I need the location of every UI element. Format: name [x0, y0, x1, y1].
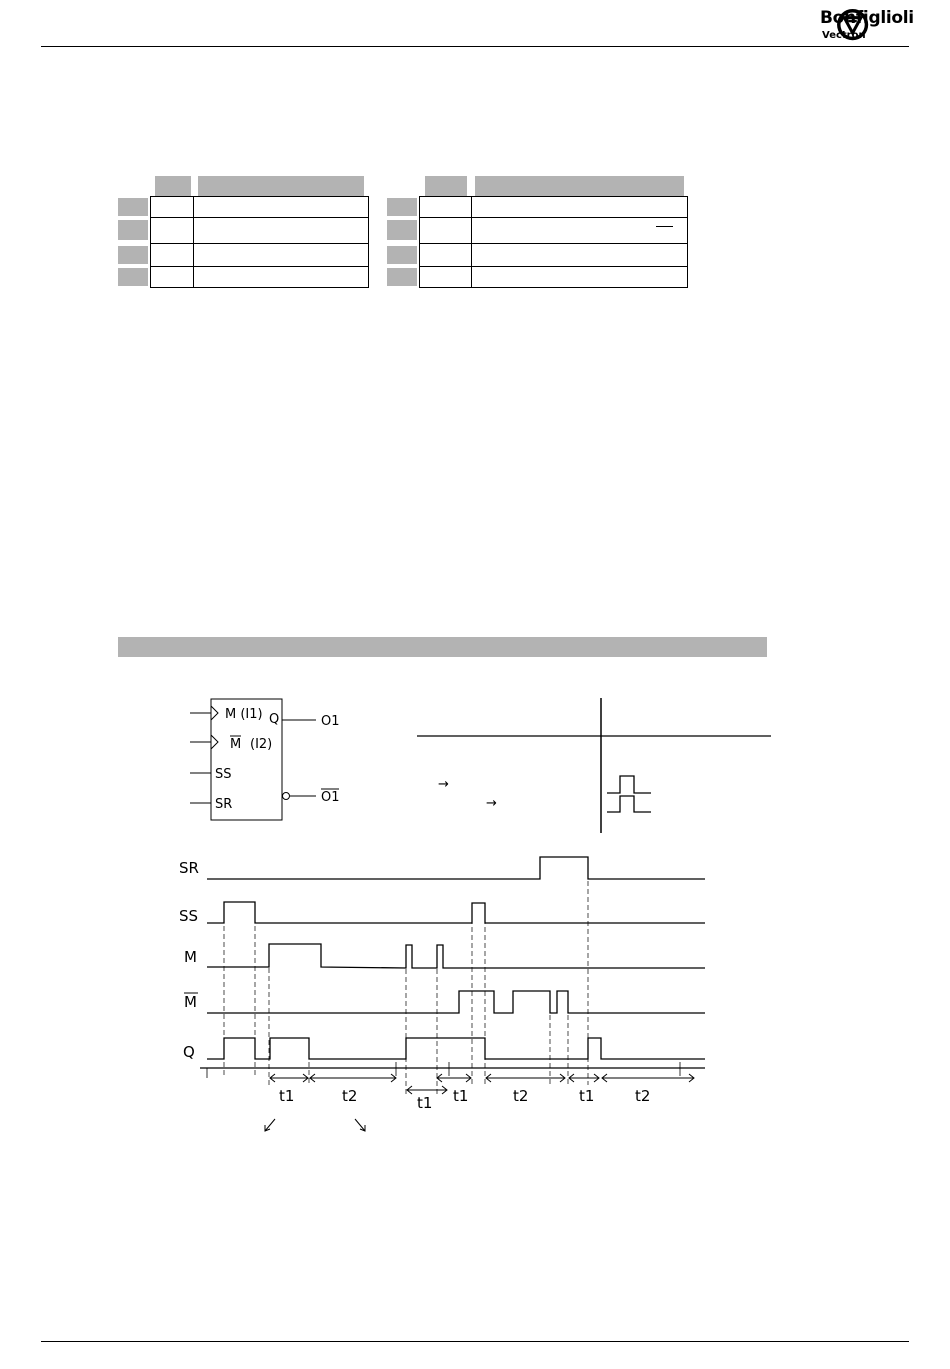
- signal-label-m-bar: M: [184, 993, 197, 1011]
- signal-label-m: M: [184, 948, 197, 966]
- interval-arrows: [265, 1074, 694, 1131]
- m-trace: [207, 944, 705, 968]
- output-q-label: Q: [269, 712, 280, 727]
- interval-label: t1: [417, 1094, 433, 1112]
- interval-label: t1: [453, 1087, 469, 1105]
- signal-label-q: Q: [183, 1043, 195, 1061]
- interval-label: t2: [342, 1087, 358, 1105]
- pulse-rising-icon: [607, 776, 651, 793]
- interval-label: t2: [635, 1087, 651, 1105]
- timing-diagram: [200, 857, 705, 1068]
- brand-sub: Vectron: [822, 30, 866, 41]
- m-bar-trace: [207, 991, 705, 1013]
- pulse-falling-icon: [607, 796, 651, 812]
- ss-trace: [207, 902, 705, 923]
- output-o1-bar-label: O1: [321, 790, 340, 805]
- input-label-m-bar: M: [230, 737, 242, 752]
- signal-label-sr: SR: [179, 859, 199, 877]
- legend-arrow: →: [438, 777, 449, 792]
- interval-label: t1: [579, 1087, 595, 1105]
- input-label-ss: SS: [215, 767, 232, 782]
- interval-label: t2: [513, 1087, 529, 1105]
- brand-name: Bonfiglioli: [820, 8, 914, 28]
- q-trace: [207, 1038, 705, 1059]
- legend-arrow: →: [486, 796, 497, 811]
- input-label-i2: (I2): [250, 737, 273, 752]
- signal-label-ss: SS: [179, 907, 199, 925]
- sr-trace: [207, 857, 705, 879]
- interval-label: t1: [279, 1087, 295, 1105]
- output-o1-label: O1: [321, 714, 340, 729]
- input-label-m: M (I1): [225, 707, 263, 722]
- input-label-sr: SR: [215, 797, 233, 812]
